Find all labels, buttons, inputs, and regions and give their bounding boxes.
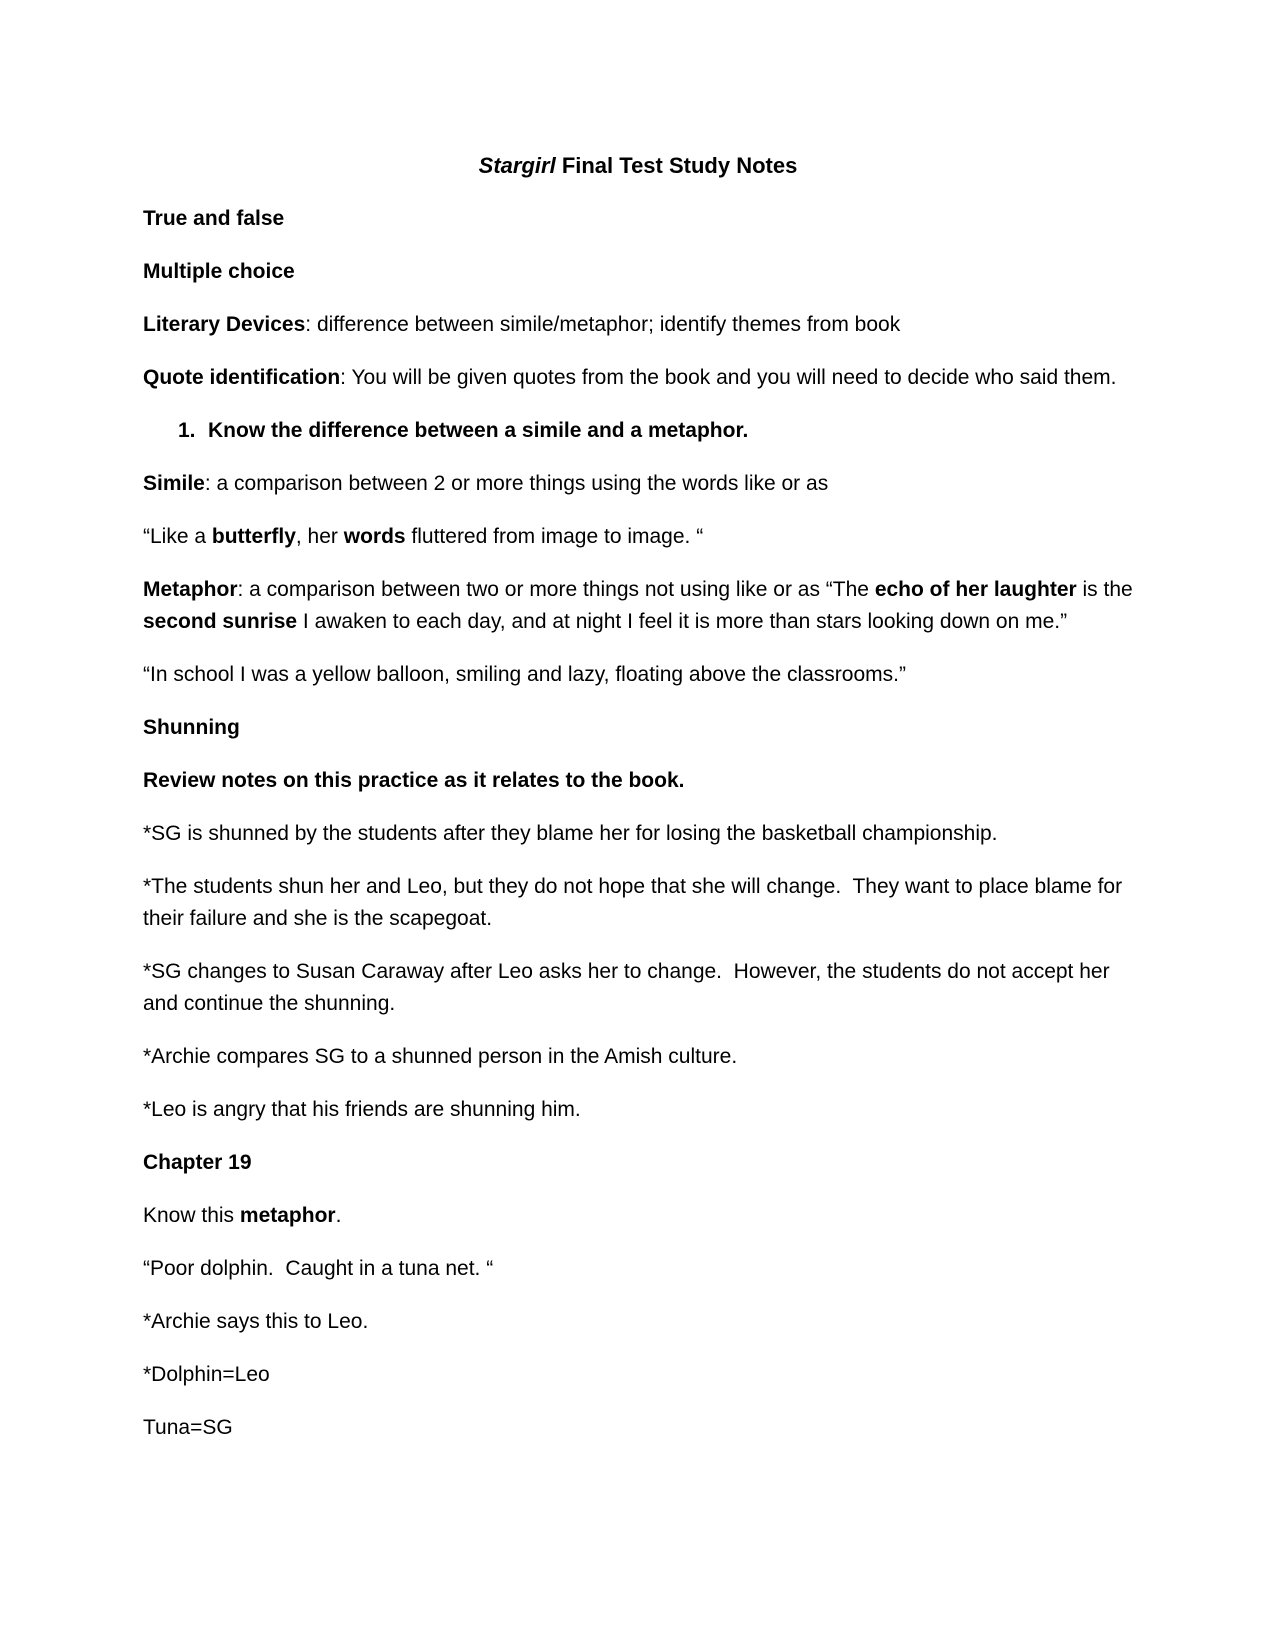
text-run: Metaphor: [143, 578, 238, 601]
text-run: echo of her laughter: [874, 578, 1077, 601]
text-run: Review notes on this practice as it relates to the book.: [143, 769, 685, 792]
paragraph: [143, 765, 1133, 797]
text-run: “Like a: [143, 525, 212, 548]
text-run: Multiple choice: [143, 260, 295, 283]
paragraph: [143, 468, 1133, 500]
paragraph: [143, 1094, 1133, 1126]
text-run: *The students shun her and Leo, but they do not hope that she will change. They want to place blame for their failure and she is the scapegoat.: [143, 875, 1128, 930]
paragraph: [143, 1412, 1133, 1444]
text-run: Literary Devices: [143, 313, 306, 336]
text-run: *Dolphin=Leo: [143, 1363, 270, 1386]
text-run: metaphor: [239, 1204, 336, 1227]
text-run: True and false: [143, 207, 285, 230]
text-run: *SG changes to Susan Caraway after Leo asks her to change. However, the students do not accept her and continue the shunning.: [143, 960, 1116, 1015]
paragraph: [143, 871, 1133, 935]
text-run: : a comparison between 2 or more things using the words like or as: [204, 472, 829, 495]
text-run: “In school I was a yellow balloon, smiling and lazy, floating above the classrooms.”: [143, 663, 906, 686]
paragraph: [143, 256, 1133, 288]
list-number: 1.: [178, 419, 196, 442]
text-run: .: [335, 1204, 342, 1227]
paragraph: [143, 203, 1133, 235]
text-run: fluttered from image to image. “: [405, 525, 704, 548]
text-run: words: [343, 525, 406, 548]
text-run: “Poor dolphin. Caught in a tuna net. “: [143, 1257, 494, 1280]
text-run: : You will be given quotes from the book and you will need to decide who said them.: [340, 366, 1117, 389]
paragraph: [143, 1041, 1133, 1073]
text-run: Shunning: [143, 716, 240, 739]
paragraph: [143, 574, 1139, 638]
text-run: *Leo is angry that his friends are shunning him.: [143, 1098, 581, 1121]
paragraph: [143, 521, 1133, 553]
paragraph: [143, 309, 1133, 341]
text-run: *Archie compares SG to a shunned person in the Amish culture.: [143, 1045, 738, 1068]
text-run: Simile: [143, 472, 205, 495]
text-run: : a comparison between two or more things not using like or as “The: [237, 578, 875, 601]
text-run: Know the difference between a simile and a metaphor.: [208, 419, 749, 442]
text-run: I awaken to each day, and at night I feel it is more than stars looking down on me.”: [297, 610, 1068, 633]
document-content: [143, 150, 1139, 1444]
text-run: Stargirl: [478, 153, 556, 178]
text-run: Final Test Study Notes: [555, 153, 798, 178]
text-run: second sunrise: [143, 610, 298, 633]
text-run: *Archie says this to Leo.: [143, 1310, 369, 1333]
paragraph: [143, 1147, 1133, 1179]
text-run: Know this: [143, 1204, 240, 1227]
paragraph: [143, 1253, 1133, 1285]
paragraph: [143, 362, 1133, 394]
paragraph: [143, 1306, 1133, 1338]
paragraph: [143, 659, 1133, 691]
document-title: [143, 150, 1133, 182]
text-run: , her: [295, 525, 344, 548]
text-run: Tuna=SG: [143, 1416, 233, 1439]
text-run: Quote identification: [143, 366, 341, 389]
text-run: is the: [1076, 578, 1139, 601]
text-run: Chapter 19: [143, 1151, 252, 1174]
paragraph: [143, 1200, 1133, 1232]
text-run: *SG is shunned by the students after they blame her for losing the basketball championship.: [143, 822, 998, 845]
paragraph: [143, 712, 1133, 744]
paragraph: [143, 818, 1133, 850]
paragraph: [143, 1359, 1133, 1391]
text-run: butterfly: [211, 525, 296, 548]
numbered-item: [178, 415, 1133, 447]
text-run: : difference between simile/metaphor; identify themes from book: [305, 313, 901, 336]
paragraph: [143, 956, 1133, 1020]
